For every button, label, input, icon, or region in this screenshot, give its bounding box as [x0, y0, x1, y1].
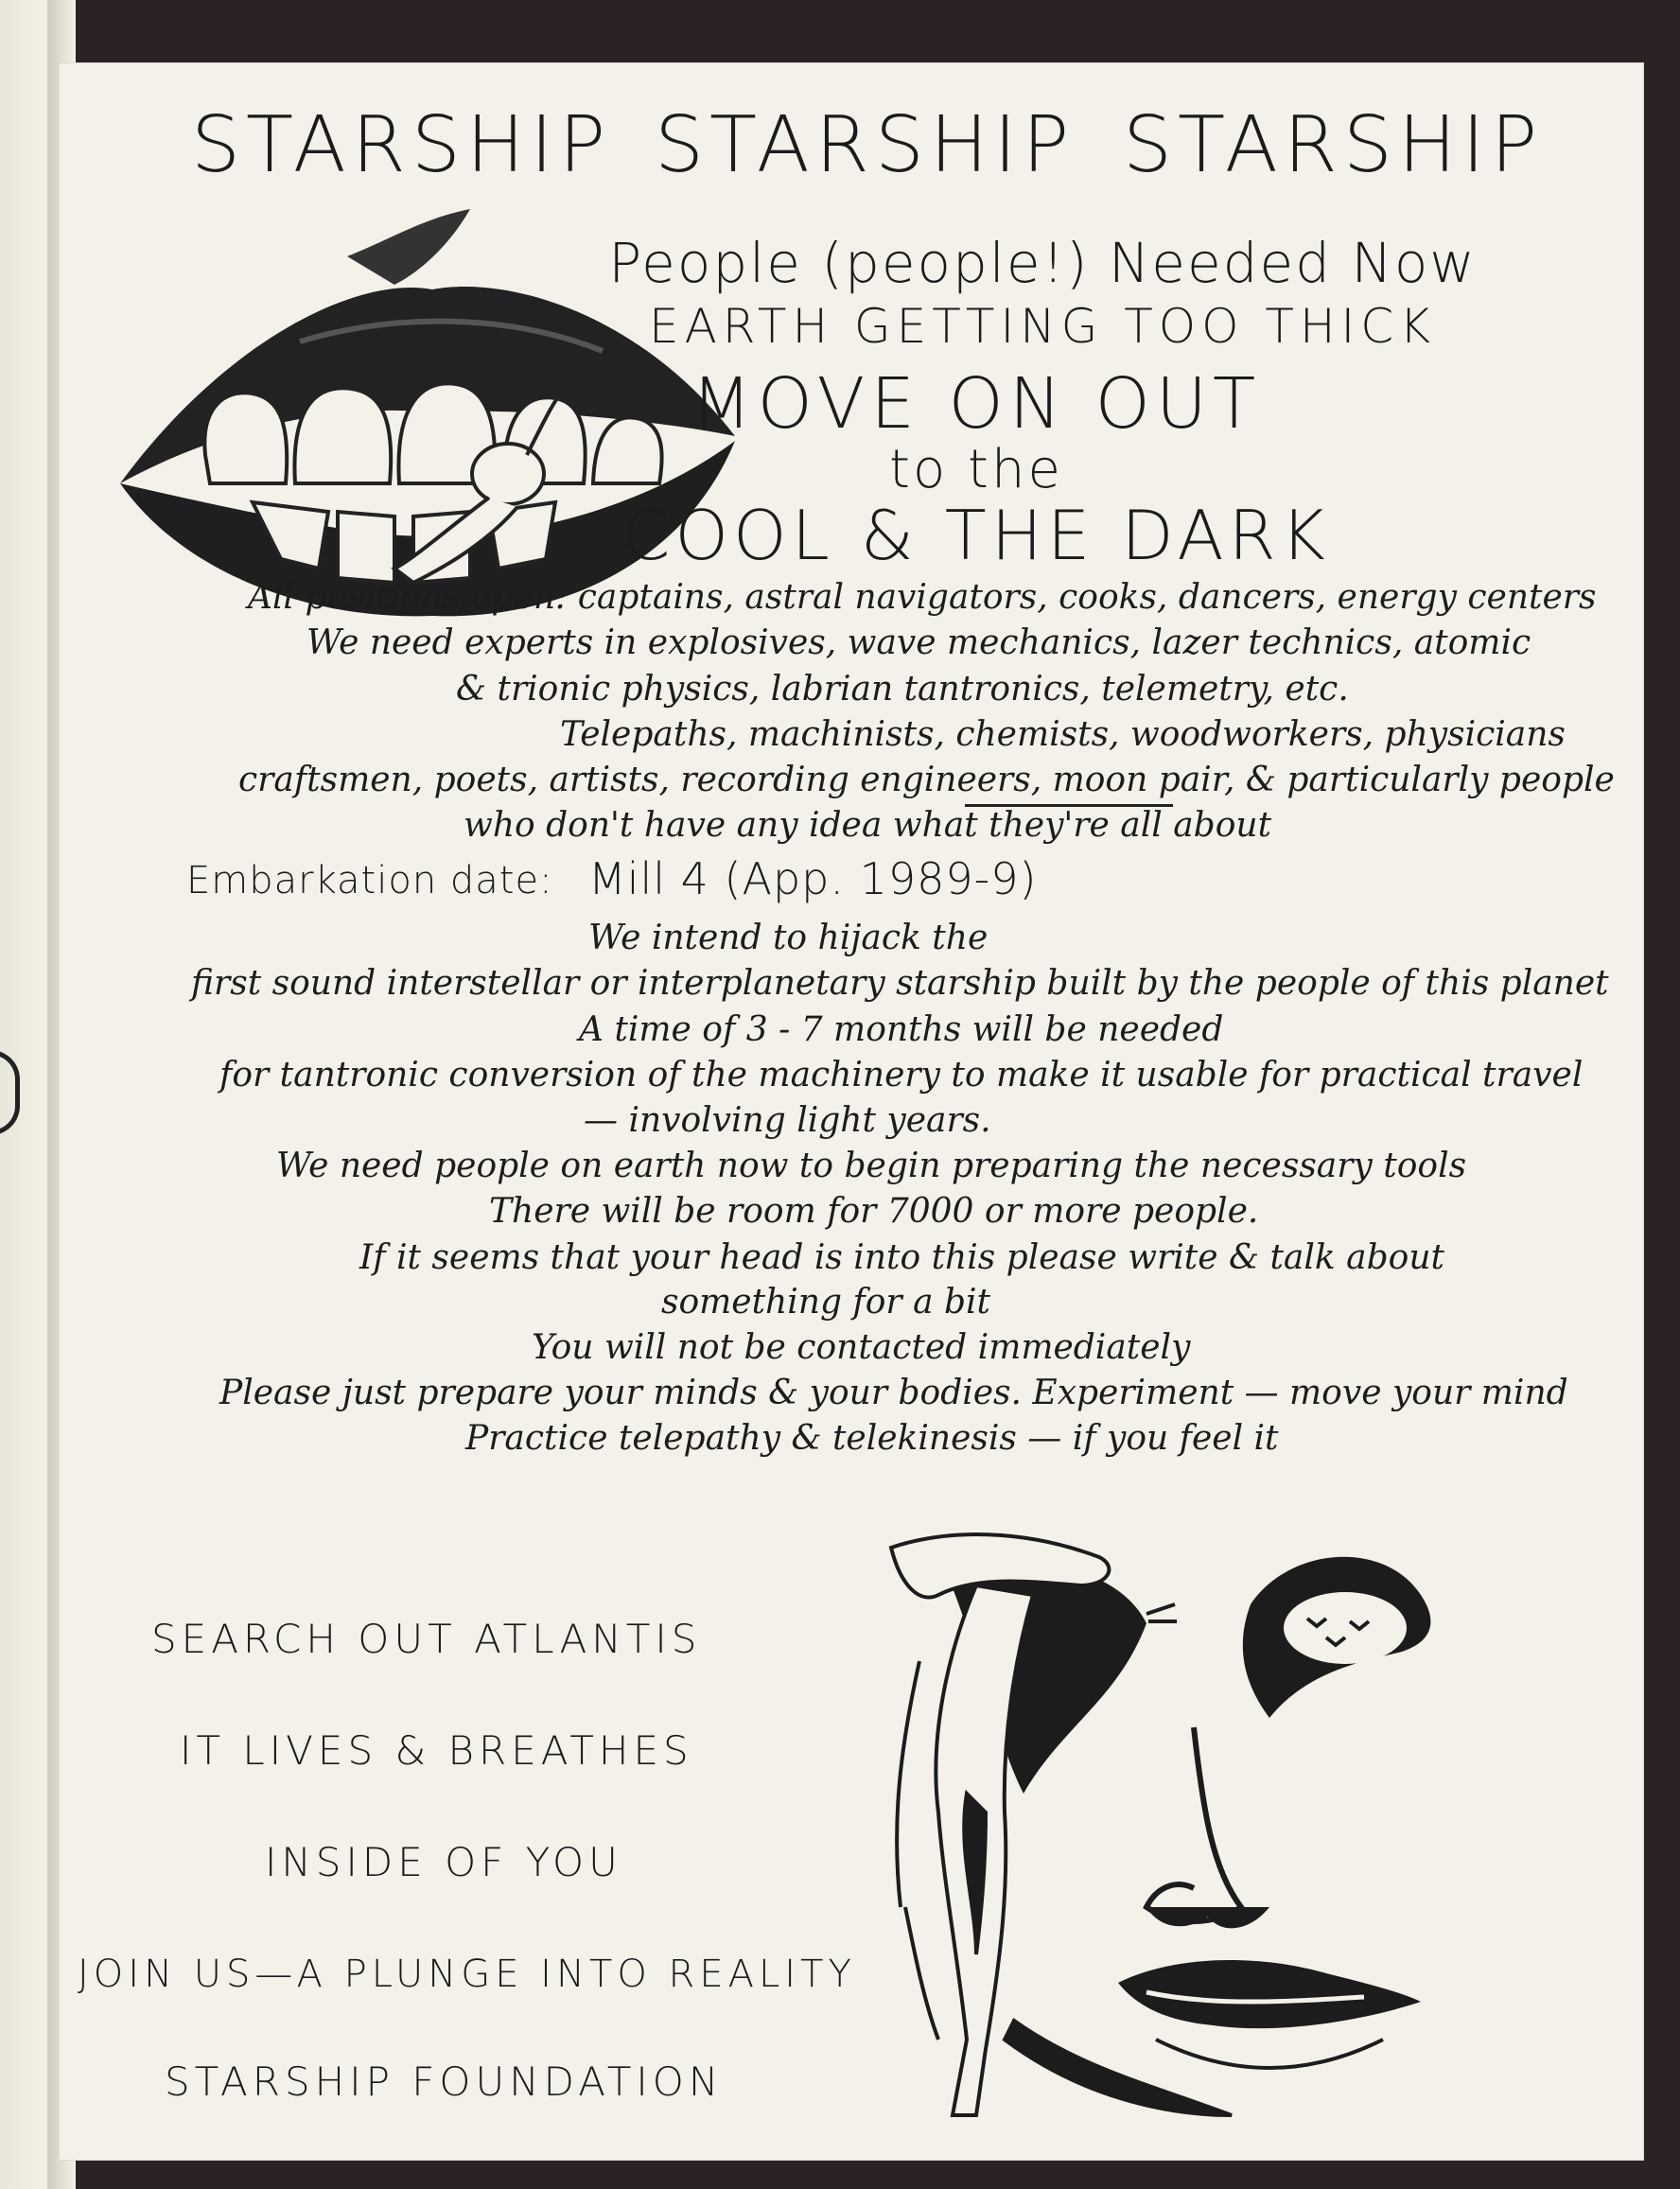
slogan-atlantis: SEARCH OUT ATLANTIS — [151, 1616, 702, 1662]
header-word-starship: STARSHIP — [655, 100, 1076, 190]
body-line: Please just prepare your minds & your bodies. Experiment — move your mind — [219, 1374, 1568, 1412]
body-line: You will not be contacted immediately — [532, 1328, 1191, 1367]
body-line: A time of 3 - 7 months will be needed — [579, 1010, 1224, 1049]
slogan-join-us: JOIN US—A PLUNGE INTO REALITY — [78, 1953, 856, 1996]
headline-to-the: to the — [889, 439, 1063, 500]
slogan-lives-breathes: IT LIVES & BREATHES — [180, 1727, 693, 1774]
nose — [1146, 1727, 1241, 1921]
headline-move-on-out: MOVE ON OUT — [691, 363, 1262, 445]
facing-page-artwork-fragment — [0, 1050, 20, 1135]
body-line: There will be room for 7000 or more people. — [489, 1192, 1259, 1231]
headline-cool-and-dark: COOL & THE DARK — [622, 496, 1330, 575]
body-line: If it seems that your head is into this please write & talk about — [359, 1238, 1444, 1277]
body-line: — involving light years. — [584, 1101, 991, 1140]
face-with-figure-illustration — [834, 1510, 1553, 2134]
body-line: for tantronic conversion of the machinery to make it usable for practical travel — [219, 1056, 1584, 1094]
slogan-inside-you: INSIDE OF YOU — [265, 1839, 622, 1885]
slogan-foundation: STARSHIP FOUNDATION — [165, 2058, 724, 2105]
body-line: something for a bit — [661, 1283, 991, 1322]
embarkation-label: Embarkation date: — [186, 859, 553, 902]
positions-line: who don't have any idea what they're all about — [464, 806, 1272, 845]
positions-line: All positions open: captains, astral navigators, cooks, dancers, energy centers — [248, 578, 1597, 617]
positions-line: & trionic physics, labrian tantronics, telemetry, etc. — [456, 670, 1349, 709]
positions-line: Telepaths, machinists, chemists, woodworkers, physicians — [560, 715, 1566, 754]
headline-earth-thick: EARTH GETTING TOO THICK — [649, 299, 1436, 354]
body-line: We intend to hijack the — [588, 919, 989, 957]
header-word-starship: STARSHIP — [191, 100, 612, 190]
positions-line: craftsmen, poets, artists, recording engineers, moon pair, & particularly people — [238, 761, 1615, 799]
header-word-starship: STARSHIP — [1123, 100, 1544, 190]
positions-line: We need experts in explosives, wave mechanics, lazer technics, atomic — [306, 623, 1531, 662]
body-line: We need people on earth now to begin preparing the necessary tools — [276, 1147, 1467, 1185]
embarkation-value: Mill 4 (App. 1989-9) — [588, 853, 1038, 904]
headline-people-needed: People (people!) Needed Now — [608, 231, 1477, 295]
flyer-page — [59, 62, 1644, 2161]
body-line: first sound interstellar or interplanetary starship built by the people of this planet — [191, 964, 1609, 1003]
body-line: Practice telepathy & telekinesis — if you feel it — [465, 1419, 1279, 1458]
right-eye-white — [1284, 1592, 1407, 1664]
